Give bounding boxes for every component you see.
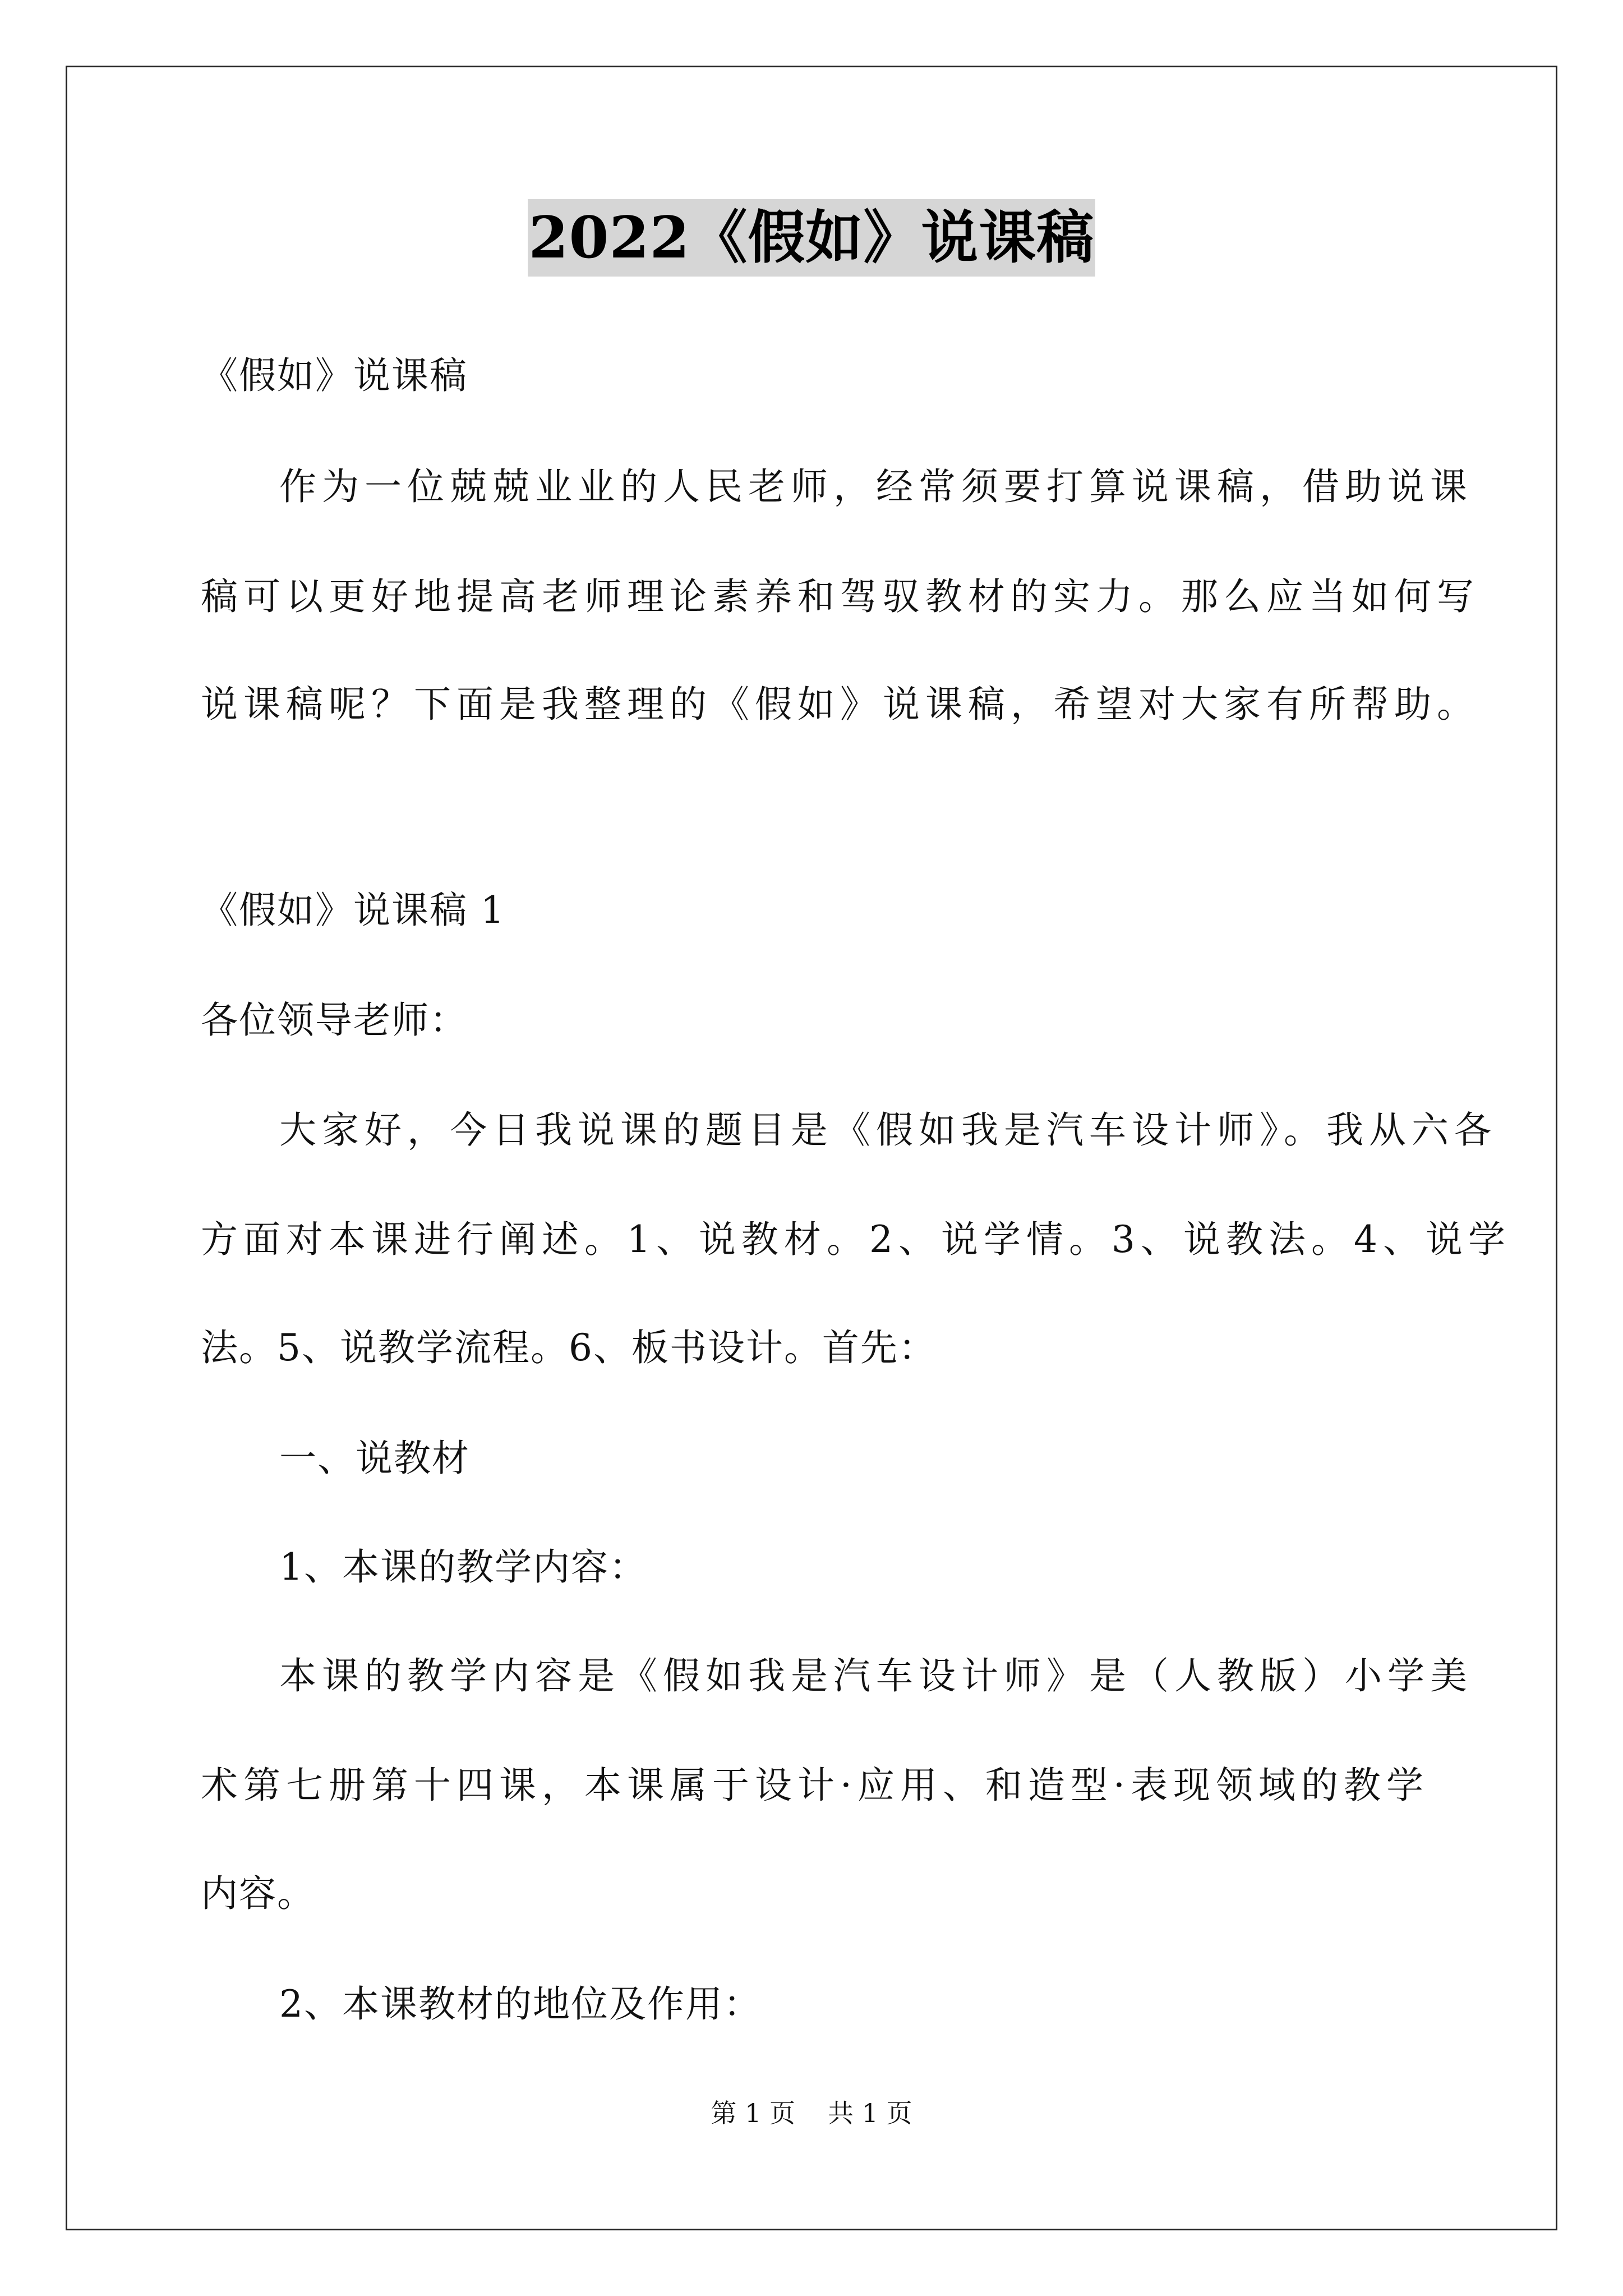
subheading-textbook: 一、说教材 [279, 1437, 470, 1480]
body-paragraph-line-3: 法。5、说教学流程。6、板书设计。首先： [201, 1326, 937, 1369]
intro-paragraph-line-3: 说课稿呢？下面是我整理的《假如》说课稿，希望对大家有所帮助。 [201, 683, 1479, 726]
content-paragraph-line-3: 内容。 [201, 1872, 315, 1915]
intro-paragraph-line-2: 稿可以更好地提高老师理论素养和驾驭教材的实力。那么应当如何写 [201, 575, 1479, 618]
body-paragraph-line-2: 方面对本课进行阐述。1、说教材。2、说学情。3、说教法。4、说学 [201, 1218, 1511, 1261]
subheading-textbook-role: 2、本课教材的地位及作用： [279, 1982, 762, 2026]
content-paragraph-line-1: 本课的教学内容是《假如我是汽车设计师》是（人教版）小学美 [279, 1654, 1473, 1697]
subtitle-line: 《假如》说课稿 [201, 354, 468, 397]
content-paragraph-line-2: 术第七册第十四课，本课属于设计·应用、和造型·表现领域的教学 [201, 1764, 1429, 1807]
body-paragraph-line-1: 大家好，今日我说课的题目是《假如我是汽车设计师》。我从六各 [279, 1108, 1497, 1152]
document-title [0, 199, 1623, 277]
document-title-text: 2022《假如》说课稿 [528, 199, 1096, 277]
page-total: 共 1 页 [828, 2098, 912, 2128]
page-footer [0, 2096, 1623, 2130]
page-number: 第 1 页 [711, 2098, 795, 2128]
salutation-line: 各位领导老师： [201, 999, 468, 1042]
subheading-teaching-content: 1、本课的教学内容： [279, 1545, 647, 1589]
section-heading: 《假如》说课稿 1 [201, 889, 505, 932]
intro-paragraph-line-1: 作为一位兢兢业业的人民老师，经常须要打算说课稿，借助说课 [279, 465, 1473, 508]
